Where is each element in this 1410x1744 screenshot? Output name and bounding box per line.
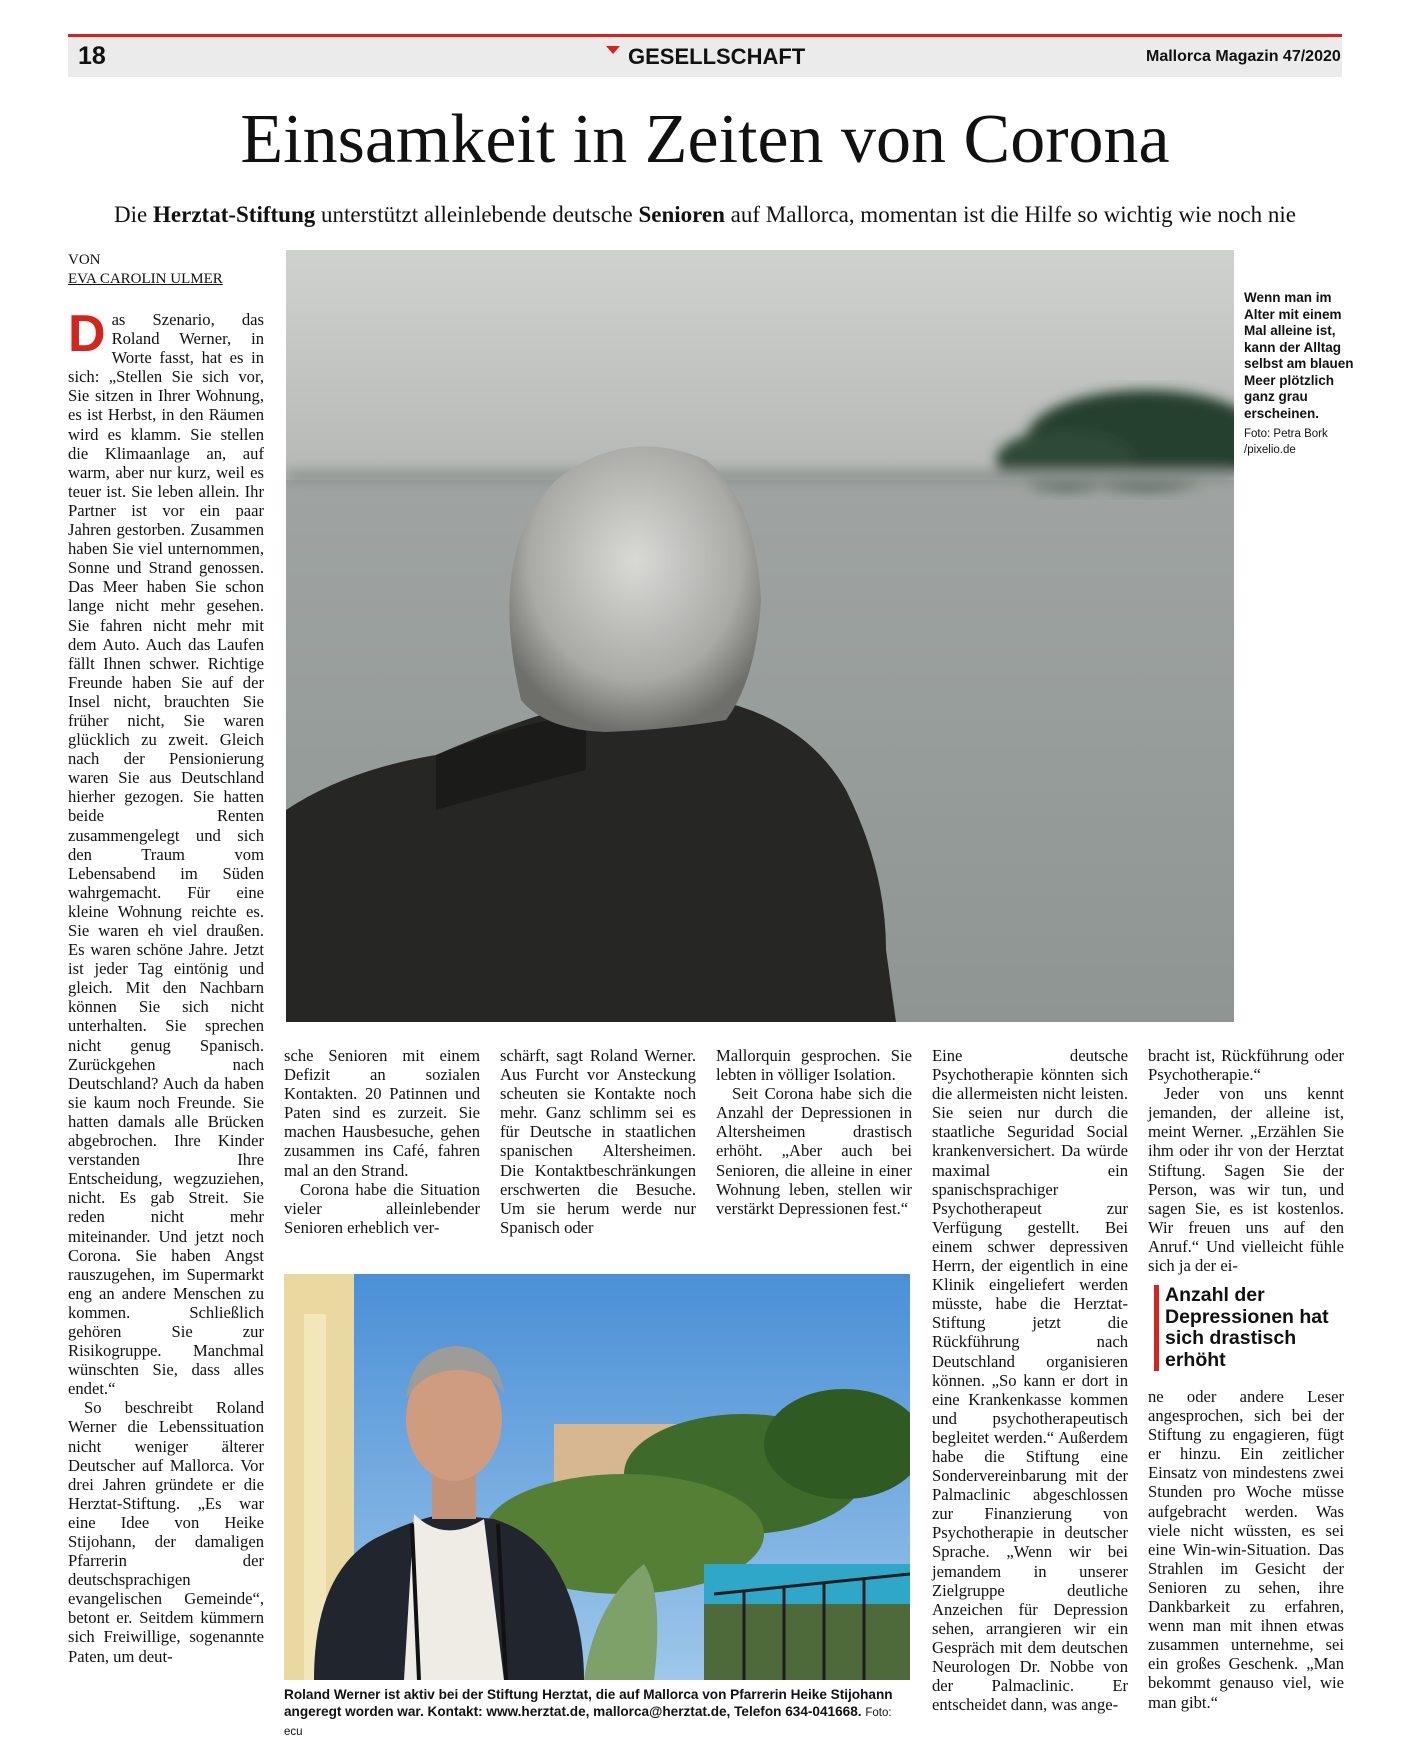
- paragraph: ne oder andere Leser angesprochen, sich bei der Stiftung zu engagieren, fügt er hinzu. Ein zeitlicher Einsatz von mindestens zwei Stunden pro Woche müsse aufgebracht werden. Was viele nicht wüssten, es sei eine Win-win-Situation. Das Strahlen im Gesicht der Senioren zu sehen, ihre Dankbarkeit zu erfahren, wenn man mit ihnen etwas zusammen unternehme, sei ein großes Geschenk. „Man bekommt genauso viel, wie man gibt.“: [1148, 1387, 1344, 1712]
- issue-label: Mallorca Magazin 47/2020: [1146, 48, 1341, 65]
- byline-label: VON: [68, 252, 101, 268]
- paragraph: Seit Corona habe sich die Anzahl der Depressionen in Altersheimen drastisch erhöht. „Aber auch bei Senioren, die alleine in einer Wohnung leben, stellen wir verstärkt Depressionen fest.“: [716, 1084, 912, 1218]
- subhead-bold: Senioren: [638, 202, 725, 227]
- paragraph-text: as Szenario, das Roland Werner, in Worte fasst, hat es in sich: „Stellen Sie sich vor, Sie sitzen in Ihrer Wohnung, es ist Herbst, in den Räumen wird es klamm. Sie stellen die Klimaanlage an, auf warm, aber nur kurz, weil es teuer ist. Sie leben allein. Ihr Partner ist vor ein paar Jahren gestorben. Zusammen haben Sie viel unternommen, Sonne und Strand genossen. Das Meer haben Sie schon lange nicht mehr gesehen. Sie fahren nicht mehr mit dem Auto. Auch das Laufen fällt Ihnen schwer. Richtige Freunde haben Sie auf der Insel nicht, brauchten Sie früher nicht, Sie waren glücklich zu zweit. Gleich nach der Pensionierung waren Sie aus Deutschland hierher gezogen. Sie hatten beide Renten zusammengelegt und sich den Traum vom Lebensabend im Süden wahrgemacht. Für eine kleine Wohnung reichte es. Sie waren eh viel draußen. Es waren schöne Jahre. Jetzt ist jeder Tag eintönig und gleich. Mit den Nachbarn können Sie sich nicht unterhalten. Sie sprechen nicht genug Spanisch. Zurückgehen nach Deutschland? Auch da haben sie kaum noch Freunde. Sie hatten damals alle Brücken abgebrochen. Ihre Kinder verstanden Ihre Entscheidung, wegzuziehen, nicht. Es gab Streit. Sie reden nicht mehr miteinander. Und jetzt noch Corona. Sie haben Angst rauszugehen, im Supermarkt eng an andere Menschen zu kommen. Schließlich gehören Sie zur Risikogruppe. Manchmal wünschten Sie, dass alles endet.“: [68, 310, 264, 1399]
- paragraph: Jeder von uns kennt jemanden, der alleine ist, meint Werner. „Erzählen Sie ihm oder ihr von der Herztat Stiftung. Sagen Sie der Person, was wir tun, und sagen Sie, es ist kostenlos. Wir freuen uns auf den Anruf.“ Und vielleicht fühle sich ja der ei-: [1148, 1084, 1344, 1276]
- paragraph: So beschreibt Roland Werner die Lebenssituation nicht weniger älterer Deutscher auf Mallorca. Vor drei Jahren gründete er die Herztat-Stiftung. „Es war eine Idee von Heike Stijohann, der damaligen Pfarrerin der deutschsprachigen evangelischen Gemeinde“, betont er. Seitdem kümmern sich Freiwillige, sogenannte Paten, um deut-: [68, 1398, 264, 1666]
- photo-woman-at-sea: [286, 250, 1234, 1022]
- article-column-6-continued: [1148, 1387, 1344, 1712]
- photo-roland-werner: [284, 1274, 910, 1680]
- article-column-5: [932, 1046, 1128, 1714]
- photo-credit: Foto: Petra Bork /pixelio.de: [1244, 428, 1328, 456]
- section-marker-icon: [606, 46, 620, 54]
- portrait-credit: Foto: ecu: [284, 1707, 892, 1738]
- article-column-3: [500, 1046, 696, 1237]
- portrait-photo: [284, 1274, 910, 1680]
- portrait-caption-text: Roland Werner ist aktiv bei der Stiftung Herztat, die auf Mallorca von Pfarrerin Heike Stijohann angeregt worden war. Kontakt: www.herztat.de, mallorca@herztat.de, Telefon 634-041668.: [284, 1687, 893, 1719]
- paragraph: sche Senioren mit einem Defizit an sozialen Kontakten. 20 Patinnen und Paten sind es zurzeit. Sie machen Hausbesuche, gehen zusammen ins Café, fahren mal an den Strand.: [284, 1046, 480, 1180]
- subhead-text: unterstützt alleinlebende deutsche: [315, 202, 639, 227]
- subheadline: [68, 202, 1342, 228]
- drop-cap: D: [68, 305, 106, 363]
- article-column-2: [284, 1046, 480, 1237]
- subhead-text: auf Mallorca, momentan ist die Hilfe so wichtig wie noch nie: [724, 202, 1296, 227]
- subhead-bold: Herztat-Stiftung: [153, 202, 316, 227]
- photo-caption: Wenn man im Alter mit einem Mal alleine ist, kann der Alltag selbst am blauen Meer plötzlich ganz grau erscheinen.: [1244, 290, 1354, 421]
- section-name: GESELLSCHAFT: [628, 44, 806, 69]
- subhead-text: Die: [114, 202, 154, 227]
- paragraph: bracht ist, Rückführung oder Psychotherapie.“: [1148, 1046, 1344, 1085]
- portrait-caption: [284, 1686, 910, 1741]
- paragraph: [68, 305, 264, 1399]
- page-number: 18: [78, 42, 106, 70]
- paragraph: Mallorquin gesprochen. Sie lebten in völliger Isolation.: [716, 1046, 912, 1085]
- article-column-1: [68, 305, 264, 1666]
- article-column-4: [716, 1046, 912, 1218]
- main-photo: [286, 250, 1234, 1022]
- byline: [68, 251, 223, 289]
- byline-author: EVA CAROLIN ULMER: [68, 271, 223, 287]
- paragraph: Corona habe die Situation vieler alleinlebender Senioren erheblich ver-: [284, 1179, 480, 1237]
- headline: Einsamkeit in Zeiten von Corona: [240, 101, 1170, 178]
- paragraph: Eine deutsche Psychotherapie könnten sich die allermeisten nicht leisten. Sie seien nur durch die staatliche Seguridad Social krankenversichert. Da würde maximal ein spanischsprachiger Psychotherapeut zur Verfügung gestellt. Bei einem schwer depressiven Herrn, der eigentlich in eine Klinik eingeliefert werden müsste, habe die Herztat-Stiftung jetzt die Rückführung nach Deutschland organisieren können. „So kann er dort in eine Krankenkasse kommen und psychotherapeutisch begleitet werden.“ Außerdem habe die Stiftung eine Sondervereinbarung mit der Palmaclinic abgeschlossen zur Finanzierung von Psychotherapie in deutscher Sprache. „Wenn wir bei jemandem in unserer Zielgruppe deutliche Anzeichen für Depression sehen, arrangieren wir ein Gespräch mit dem deutschen Neurologen Dr. Nobbe von der Palmaclinic. Er entscheidet dann, was ange-: [932, 1046, 1128, 1715]
- article-column-6: [1148, 1046, 1344, 1275]
- paragraph: schärft, sagt Roland Werner. Aus Furcht vor Ansteckung scheuten sie Kontakte noch mehr. Ganz schlimm sei es für Deutsche in staatlichen spanischen Altersheimen. Die Kontaktbeschränkungen erschwerten die Besuche. Um sie herum werde nur Spanisch oder: [500, 1046, 696, 1237]
- pull-quote: Anzahl der Depressionen hat sich drastisch erhöht: [1154, 1285, 1355, 1371]
